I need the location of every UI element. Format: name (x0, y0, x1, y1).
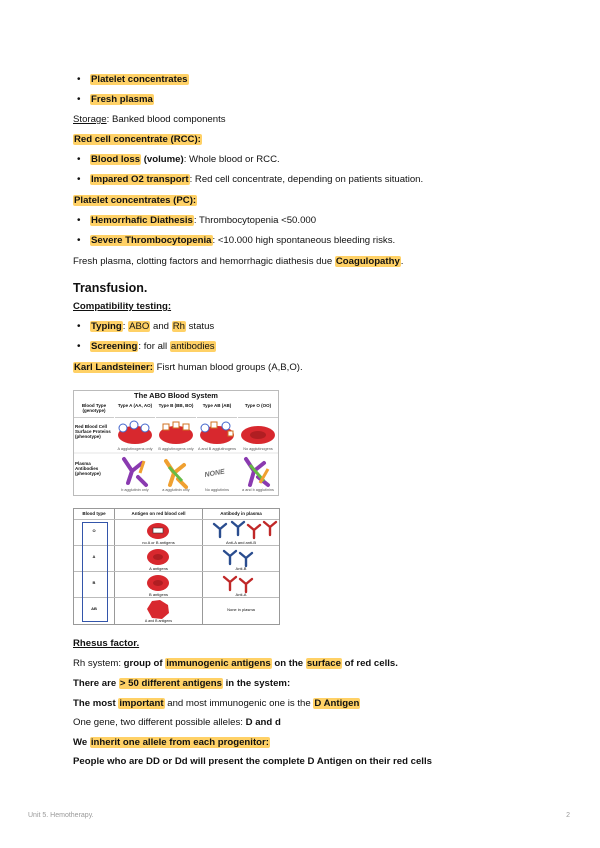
table-header: Antibody in plasma (220, 511, 262, 516)
abo-row-label-antibodies: Plasma Antibodies (phenotype) (75, 461, 101, 476)
storage-line: Storage: Banked blood components (73, 114, 226, 125)
fresh-plasma-line: Fresh plasma, clotting factors and hemorrhagic diathesis due Coagulopathy. (73, 256, 404, 267)
compat-heading: Compatibility testing: (73, 301, 172, 312)
antibody-caption: None in plasma (227, 607, 255, 612)
rbc-type-ab-icon (200, 422, 234, 444)
abo-blood-system-figure (73, 390, 279, 496)
footer-unit-title: Unit 5. Hemotherapy. (28, 812, 94, 819)
antigen-caption: A and B antigens (144, 619, 173, 623)
antibody-caption: Anti-A and anti-B (225, 540, 257, 545)
rcc-item-blood-loss: • Blood loss (volume): Whole blood or RCC. (90, 153, 280, 167)
rcc-heading: Red cell concentrate (RCC): (74, 134, 201, 145)
rhesus-line-4: One gene, two different possible alleles: D and d (73, 717, 281, 728)
blood-type-cell: AB (91, 606, 97, 611)
rbc-b-icon (147, 575, 169, 591)
antibody-anti-a-b-icon (246, 459, 268, 485)
abo-rbc-caption: No agglutinogens (243, 447, 273, 451)
blood-type-cell: B (92, 580, 96, 585)
abo-col-header: Type A (AA, AO) (115, 403, 155, 418)
abo-col-header: Blood Type (genotype) (74, 403, 114, 418)
rhesus-line-3: The most important and most immunogenic one is the D Antigen (73, 698, 360, 709)
abo-antibody-caption: b agglutinin only (121, 488, 149, 492)
rbc-type-o-icon (241, 426, 275, 444)
antibody-caption: Anti-B (235, 566, 247, 571)
bullet-platelet: • Platelet concentrates (90, 73, 189, 87)
transfusion-heading: Transfusion. (73, 281, 148, 295)
abo-rbc-caption: A agglutinogens only (117, 447, 153, 451)
abo-row-label-rbc: Red Blood Cell Surface Proteins (phenotype) (75, 424, 111, 439)
typing-item: • Typing: ABO and Rh status (90, 320, 214, 334)
abo-figure-title: The ABO Blood System (134, 391, 218, 400)
rbc-a-icon (147, 549, 169, 565)
rhesus-line-1: Rh system: group of immunogenic antigens on the surface of red cells. (73, 658, 398, 669)
rbc-type-b-icon (159, 422, 193, 444)
rbc-o-icon (147, 523, 169, 539)
rbc-type-a-icon (118, 421, 152, 444)
rbc-ab-icon (147, 600, 169, 619)
antigen-antibody-table (73, 508, 280, 625)
abo-antibody-caption: a agglutinin only (162, 488, 190, 492)
pc-heading: Platelet concentrates (PC): (74, 195, 197, 206)
anti-a-and-b-antibody-icon (214, 522, 276, 538)
bullet-fresh-plasma: • Fresh plasma (90, 93, 154, 107)
landsteiner-line: Karl Landsteiner: Fisrt human blood groups (A,B,O). (74, 362, 303, 373)
rhesus-line-2: There are > 50 different antigens in the system: (73, 678, 291, 689)
antigen-caption: no A or B antigens (142, 540, 175, 545)
abo-figure-drawing (74, 391, 278, 495)
rhesus-line-5: We inherit one allele from each progenitor: (73, 737, 269, 748)
screening-item: • Screening: for all antibodies (90, 340, 216, 354)
rcc-item-o2: • Impared O2 transport: Red cell concentrate, depending on patients situation. (90, 173, 423, 187)
table-header: Antigen on red blood cell (131, 511, 186, 516)
anti-a-antibody-icon (224, 577, 252, 592)
abo-col-header: Type O (OO) (238, 403, 278, 418)
abo-antibody-caption: No agglutinins (204, 488, 230, 492)
rhesus-heading: Rhesus factor. (73, 638, 140, 649)
abo-col-header: Type B (BB, BO) (156, 403, 196, 418)
antibody-caption: Anti-A (235, 592, 247, 597)
abo-none-label: NONE (204, 468, 226, 479)
table-header: Blood type (82, 511, 106, 516)
pc-item-diathesis: • Hemorrhafic Diathesis: Thrombocytopenia <50.000 (90, 214, 316, 228)
abo-rbc-caption: A and B agglutinogens (197, 447, 236, 451)
antigen-caption: B antigens (149, 592, 168, 597)
antibody-anti-a-icon (166, 461, 186, 487)
anti-b-antibody-icon (224, 551, 252, 566)
antibody-anti-b-icon (124, 459, 146, 485)
footer-page-number: 2 (566, 812, 570, 819)
blood-type-cell: O (92, 528, 96, 533)
abo-rbc-caption: B agglutinogens only (158, 447, 194, 451)
abo-col-header: Type AB (AB) (197, 403, 237, 418)
abo-antibody-caption: a and b agglutinins (242, 488, 274, 492)
pc-item-thrombocytopenia: • Severe Thrombocytopenia: <10.000 high spontaneous bleeding risks. (90, 234, 395, 248)
antigen-caption: A antigens (149, 566, 168, 571)
blood-type-cell: A (92, 554, 96, 559)
rhesus-line-6: People who are DD or Dd will present the complete D Antigen on their red cells (73, 756, 432, 767)
